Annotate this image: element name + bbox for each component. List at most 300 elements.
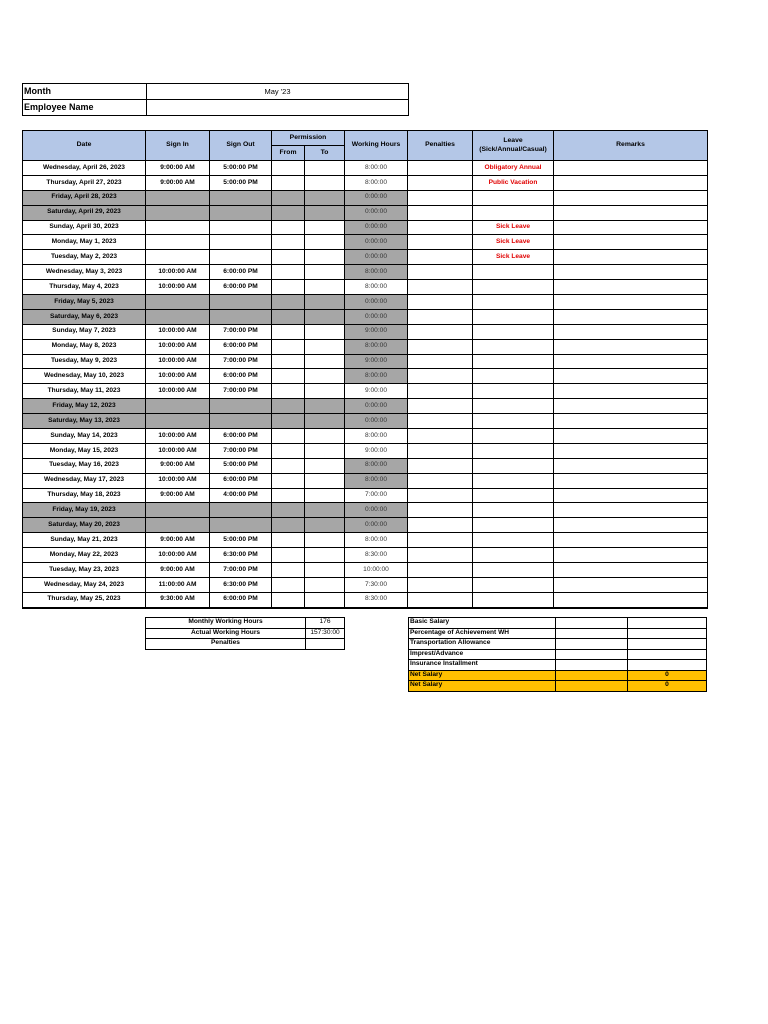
leave-cell[interactable] bbox=[473, 548, 554, 563]
table-row bbox=[23, 220, 708, 235]
penalties-cell[interactable] bbox=[408, 458, 473, 473]
salary-value[interactable] bbox=[628, 628, 707, 639]
sign-out-cell[interactable]: 4:00:00 PM bbox=[210, 488, 272, 503]
penalties-cell[interactable] bbox=[408, 324, 473, 339]
penalties-cell[interactable] bbox=[408, 250, 473, 265]
penalties-cell[interactable] bbox=[408, 175, 473, 190]
date-cell: Saturday, May 13, 2023 bbox=[23, 414, 146, 429]
penalties-cell[interactable] bbox=[408, 548, 473, 563]
permission-from-cell[interactable] bbox=[272, 161, 305, 176]
remarks-cell[interactable] bbox=[554, 295, 708, 310]
permission-from-cell[interactable] bbox=[272, 518, 305, 533]
permission-to-cell[interactable] bbox=[305, 295, 345, 310]
permission-from-cell[interactable] bbox=[272, 458, 305, 473]
sign-in-cell[interactable]: 10:00:00 AM bbox=[146, 473, 210, 488]
leave-cell[interactable] bbox=[473, 443, 554, 458]
permission-from-cell[interactable] bbox=[272, 295, 305, 310]
remarks-cell[interactable] bbox=[554, 577, 708, 592]
date-cell: Wednesday, May 17, 2023 bbox=[23, 473, 146, 488]
permission-from-cell[interactable] bbox=[272, 339, 305, 354]
penalties-cell[interactable] bbox=[408, 295, 473, 310]
sign-in-cell[interactable]: 10:00:00 AM bbox=[146, 280, 210, 295]
employee-name-label: Employee Name bbox=[23, 100, 147, 116]
remarks-cell[interactable] bbox=[554, 265, 708, 280]
working-hours-cell: 0:00:00 bbox=[345, 295, 408, 310]
date-cell: Tuesday, May 9, 2023 bbox=[23, 354, 146, 369]
permission-to-cell[interactable] bbox=[305, 503, 345, 518]
leave-cell[interactable] bbox=[473, 309, 554, 324]
working-hours-cell: 0:00:00 bbox=[345, 235, 408, 250]
remarks-cell[interactable] bbox=[554, 309, 708, 324]
date-cell: Friday, May 5, 2023 bbox=[23, 295, 146, 310]
permission-from-cell[interactable] bbox=[272, 533, 305, 548]
sign-out-cell[interactable]: 6:00:00 PM bbox=[210, 280, 272, 295]
date-cell: Saturday, April 29, 2023 bbox=[23, 205, 146, 220]
penalties-cell[interactable] bbox=[408, 309, 473, 324]
permission-from-cell[interactable] bbox=[272, 429, 305, 444]
table-row bbox=[23, 518, 708, 533]
remarks-cell[interactable] bbox=[554, 220, 708, 235]
sign-out-cell[interactable] bbox=[210, 399, 272, 414]
sign-out-cell[interactable]: 6:00:00 PM bbox=[210, 339, 272, 354]
sign-in-cell[interactable] bbox=[146, 503, 210, 518]
working-hours-cell: 8:00:00 bbox=[345, 280, 408, 295]
salary-label: Transportation Allowance bbox=[409, 639, 556, 650]
permission-from-cell[interactable] bbox=[272, 280, 305, 295]
sign-out-cell[interactable] bbox=[210, 503, 272, 518]
date-cell: Monday, May 22, 2023 bbox=[23, 548, 146, 563]
leave-cell[interactable] bbox=[473, 190, 554, 205]
remarks-cell[interactable] bbox=[554, 384, 708, 399]
penalties-cell[interactable] bbox=[408, 414, 473, 429]
sign-in-cell[interactable]: 10:00:00 AM bbox=[146, 548, 210, 563]
leave-cell[interactable] bbox=[473, 458, 554, 473]
sign-out-cell[interactable] bbox=[210, 205, 272, 220]
working-hours-cell: 8:00:00 bbox=[345, 369, 408, 384]
salary-row bbox=[409, 660, 707, 671]
salary-body bbox=[409, 618, 707, 692]
sign-in-cell[interactable]: 10:00:00 AM bbox=[146, 324, 210, 339]
table-row bbox=[23, 488, 708, 503]
table-row bbox=[23, 369, 708, 384]
penalties-cell[interactable] bbox=[408, 473, 473, 488]
working-hours-cell: 0:00:00 bbox=[345, 503, 408, 518]
date-cell: Sunday, May 14, 2023 bbox=[23, 429, 146, 444]
remarks-cell[interactable] bbox=[554, 324, 708, 339]
salary-label: Net Salary bbox=[409, 681, 556, 692]
sign-out-cell[interactable] bbox=[210, 190, 272, 205]
permission-from-cell[interactable] bbox=[272, 190, 305, 205]
remarks-cell[interactable] bbox=[554, 503, 708, 518]
sign-out-cell[interactable]: 6:30:00 PM bbox=[210, 577, 272, 592]
table-row bbox=[23, 339, 708, 354]
sign-out-cell[interactable]: 6:00:00 PM bbox=[210, 369, 272, 384]
leave-cell[interactable] bbox=[473, 533, 554, 548]
leave-cell[interactable] bbox=[473, 429, 554, 444]
table-row bbox=[23, 548, 708, 563]
monthly-hours-label: Monthly Working Hours bbox=[146, 618, 306, 629]
date-cell: Saturday, May 6, 2023 bbox=[23, 309, 146, 324]
sign-in-cell[interactable]: 9:00:00 AM bbox=[146, 161, 210, 176]
date-cell: Monday, May 8, 2023 bbox=[23, 339, 146, 354]
col-penalties-header: Penalties bbox=[408, 131, 473, 161]
col-from-header: From bbox=[272, 146, 305, 161]
remarks-cell[interactable] bbox=[554, 354, 708, 369]
salary-spacer-cell[interactable] bbox=[556, 670, 628, 681]
salary-value[interactable]: 0 bbox=[628, 670, 707, 681]
permission-from-cell[interactable] bbox=[272, 250, 305, 265]
remarks-cell[interactable] bbox=[554, 473, 708, 488]
leave-cell[interactable] bbox=[473, 414, 554, 429]
penalties-cell[interactable] bbox=[408, 205, 473, 220]
sign-in-cell[interactable] bbox=[146, 235, 210, 250]
salary-value[interactable] bbox=[628, 639, 707, 650]
penalties-cell[interactable] bbox=[408, 592, 473, 607]
remarks-cell[interactable] bbox=[554, 548, 708, 563]
sign-out-cell[interactable]: 7:00:00 PM bbox=[210, 443, 272, 458]
permission-to-cell[interactable] bbox=[305, 548, 345, 563]
employee-name-value[interactable] bbox=[147, 100, 409, 116]
remarks-cell[interactable] bbox=[554, 592, 708, 607]
salary-spacer-cell[interactable] bbox=[556, 639, 628, 650]
remarks-cell[interactable] bbox=[554, 399, 708, 414]
date-cell: Wednesday, May 3, 2023 bbox=[23, 265, 146, 280]
permission-from-cell[interactable] bbox=[272, 220, 305, 235]
sign-out-cell[interactable] bbox=[210, 309, 272, 324]
remarks-cell[interactable] bbox=[554, 369, 708, 384]
permission-to-cell[interactable] bbox=[305, 473, 345, 488]
permission-to-cell[interactable] bbox=[305, 205, 345, 220]
leave-cell[interactable] bbox=[473, 563, 554, 578]
leave-cell[interactable] bbox=[473, 503, 554, 518]
permission-to-cell[interactable] bbox=[305, 324, 345, 339]
permission-from-cell[interactable] bbox=[272, 324, 305, 339]
leave-cell[interactable] bbox=[473, 369, 554, 384]
sign-out-cell[interactable]: 6:30:00 PM bbox=[210, 548, 272, 563]
working-hours-cell: 8:00:00 bbox=[345, 533, 408, 548]
working-hours-cell: 7:00:00 bbox=[345, 488, 408, 503]
permission-to-cell[interactable] bbox=[305, 488, 345, 503]
working-hours-cell: 0:00:00 bbox=[345, 220, 408, 235]
sign-in-cell[interactable]: 9:00:00 AM bbox=[146, 175, 210, 190]
sign-in-cell[interactable]: 9:00:00 AM bbox=[146, 563, 210, 578]
sign-in-cell[interactable]: 10:00:00 AM bbox=[146, 339, 210, 354]
working-hours-cell: 0:00:00 bbox=[345, 205, 408, 220]
sign-in-cell[interactable] bbox=[146, 190, 210, 205]
remarks-cell[interactable] bbox=[554, 175, 708, 190]
table-row bbox=[23, 399, 708, 414]
permission-from-cell[interactable] bbox=[272, 384, 305, 399]
sign-out-cell[interactable] bbox=[210, 250, 272, 265]
table-row bbox=[23, 533, 708, 548]
col-leave-header bbox=[473, 131, 554, 161]
sign-in-cell[interactable] bbox=[146, 309, 210, 324]
working-hours-cell: 8:00:00 bbox=[345, 458, 408, 473]
salary-label: Percentage of Achievement WH bbox=[409, 628, 556, 639]
remarks-cell[interactable] bbox=[554, 414, 708, 429]
sign-in-cell[interactable]: 9:00:00 AM bbox=[146, 533, 210, 548]
penalties-cell[interactable] bbox=[408, 399, 473, 414]
date-cell: Tuesday, May 16, 2023 bbox=[23, 458, 146, 473]
sign-in-cell[interactable]: 10:00:00 AM bbox=[146, 443, 210, 458]
leave-cell[interactable] bbox=[473, 324, 554, 339]
leave-cell[interactable] bbox=[473, 577, 554, 592]
penalties-cell[interactable] bbox=[408, 220, 473, 235]
salary-spacer-cell[interactable] bbox=[556, 649, 628, 660]
sign-in-cell[interactable] bbox=[146, 205, 210, 220]
monthly-hours-value[interactable]: 176 bbox=[306, 618, 345, 629]
sign-in-cell[interactable]: 10:00:00 AM bbox=[146, 265, 210, 280]
date-cell: Thursday, May 4, 2023 bbox=[23, 280, 146, 295]
table-row bbox=[23, 265, 708, 280]
table-row bbox=[23, 577, 708, 592]
penalties-cell[interactable] bbox=[408, 577, 473, 592]
working-hours-cell: 9:00:00 bbox=[345, 384, 408, 399]
penalties-cell[interactable] bbox=[408, 488, 473, 503]
permission-to-cell[interactable] bbox=[305, 458, 345, 473]
penalties-cell[interactable] bbox=[408, 354, 473, 369]
working-hours-cell: 8:00:00 bbox=[345, 339, 408, 354]
leave-cell[interactable]: Sick Leave bbox=[473, 235, 554, 250]
date-cell: Thursday, May 11, 2023 bbox=[23, 384, 146, 399]
sign-in-cell[interactable] bbox=[146, 220, 210, 235]
leave-cell[interactable] bbox=[473, 399, 554, 414]
permission-to-cell[interactable] bbox=[305, 190, 345, 205]
working-hours-cell: 0:00:00 bbox=[345, 190, 408, 205]
sign-out-cell[interactable]: 6:00:00 PM bbox=[210, 592, 272, 607]
date-cell: Wednesday, May 24, 2023 bbox=[23, 577, 146, 592]
permission-to-cell[interactable] bbox=[305, 443, 345, 458]
remarks-cell[interactable] bbox=[554, 280, 708, 295]
sign-out-cell[interactable]: 5:00:00 PM bbox=[210, 175, 272, 190]
sign-in-cell[interactable] bbox=[146, 295, 210, 310]
remarks-cell[interactable] bbox=[554, 339, 708, 354]
sign-out-cell[interactable]: 7:00:00 PM bbox=[210, 354, 272, 369]
penalties-cell[interactable] bbox=[408, 503, 473, 518]
permission-to-cell[interactable] bbox=[305, 429, 345, 444]
leave-cell[interactable] bbox=[473, 295, 554, 310]
leave-cell[interactable] bbox=[473, 280, 554, 295]
table-row bbox=[23, 458, 708, 473]
working-hours-cell: 8:00:00 bbox=[345, 175, 408, 190]
penalties-summary-value[interactable] bbox=[306, 639, 345, 650]
sign-in-cell[interactable]: 10:00:00 AM bbox=[146, 429, 210, 444]
leave-cell[interactable] bbox=[473, 518, 554, 533]
salary-spacer-cell[interactable] bbox=[556, 618, 628, 629]
permission-from-cell[interactable] bbox=[272, 175, 305, 190]
permission-from-cell[interactable] bbox=[272, 548, 305, 563]
leave-cell[interactable] bbox=[473, 354, 554, 369]
leave-cell[interactable]: Sick Leave bbox=[473, 220, 554, 235]
leave-cell[interactable]: Public Vacation bbox=[473, 175, 554, 190]
column-header-row bbox=[23, 131, 708, 146]
remarks-cell[interactable] bbox=[554, 205, 708, 220]
penalties-cell[interactable] bbox=[408, 339, 473, 354]
working-hours-cell: 10:00:00 bbox=[345, 563, 408, 578]
salary-spacer-cell[interactable] bbox=[556, 660, 628, 671]
sign-out-cell[interactable]: 5:00:00 PM bbox=[210, 458, 272, 473]
remarks-cell[interactable] bbox=[554, 443, 708, 458]
permission-to-cell[interactable] bbox=[305, 518, 345, 533]
penalties-cell[interactable] bbox=[408, 443, 473, 458]
penalties-cell[interactable] bbox=[408, 533, 473, 548]
month-row bbox=[23, 84, 409, 100]
sign-out-cell[interactable] bbox=[210, 518, 272, 533]
col-leave-header-line2: (Sick/Annual/Casual) bbox=[479, 145, 547, 153]
working-hours-cell: 0:00:00 bbox=[345, 309, 408, 324]
date-cell: Thursday, May 18, 2023 bbox=[23, 488, 146, 503]
monthly-hours-row bbox=[146, 618, 345, 629]
sign-in-cell[interactable]: 9:00:00 AM bbox=[146, 458, 210, 473]
sign-out-cell[interactable] bbox=[210, 220, 272, 235]
sign-in-cell[interactable] bbox=[146, 414, 210, 429]
permission-from-cell[interactable] bbox=[272, 503, 305, 518]
sign-out-cell[interactable]: 6:00:00 PM bbox=[210, 265, 272, 280]
permission-from-cell[interactable] bbox=[272, 399, 305, 414]
permission-from-cell[interactable] bbox=[272, 577, 305, 592]
permission-from-cell[interactable] bbox=[272, 473, 305, 488]
remarks-cell[interactable] bbox=[554, 429, 708, 444]
sign-in-cell[interactable]: 9:30:00 AM bbox=[146, 592, 210, 607]
table-row bbox=[23, 384, 708, 399]
remarks-cell[interactable] bbox=[554, 563, 708, 578]
salary-row bbox=[409, 618, 707, 629]
leave-cell[interactable] bbox=[473, 384, 554, 399]
sign-in-cell[interactable] bbox=[146, 250, 210, 265]
permission-to-cell[interactable] bbox=[305, 533, 345, 548]
leave-cell[interactable]: Sick Leave bbox=[473, 250, 554, 265]
penalties-cell[interactable] bbox=[408, 235, 473, 250]
leave-cell[interactable] bbox=[473, 339, 554, 354]
sign-out-cell[interactable]: 5:00:00 PM bbox=[210, 533, 272, 548]
salary-value[interactable] bbox=[628, 618, 707, 629]
leave-cell[interactable] bbox=[473, 473, 554, 488]
date-cell: Sunday, May 21, 2023 bbox=[23, 533, 146, 548]
leave-cell[interactable] bbox=[473, 592, 554, 607]
working-hours-cell: 9:00:00 bbox=[345, 354, 408, 369]
remarks-cell[interactable] bbox=[554, 518, 708, 533]
salary-value[interactable] bbox=[628, 660, 707, 671]
penalties-cell[interactable] bbox=[408, 384, 473, 399]
salary-value[interactable] bbox=[628, 649, 707, 660]
permission-to-cell[interactable] bbox=[305, 414, 345, 429]
remarks-cell[interactable] bbox=[554, 235, 708, 250]
sign-in-cell[interactable]: 10:00:00 AM bbox=[146, 354, 210, 369]
leave-cell[interactable]: Obligatory Annual bbox=[473, 161, 554, 176]
sign-out-cell[interactable]: 7:00:00 PM bbox=[210, 563, 272, 578]
sign-out-cell[interactable]: 6:00:00 PM bbox=[210, 429, 272, 444]
permission-from-cell[interactable] bbox=[272, 592, 305, 607]
permission-to-cell[interactable] bbox=[305, 265, 345, 280]
remarks-cell[interactable] bbox=[554, 250, 708, 265]
sign-out-cell[interactable] bbox=[210, 295, 272, 310]
permission-to-cell[interactable] bbox=[305, 399, 345, 414]
actual-hours-label: Actual Working Hours bbox=[146, 628, 306, 639]
permission-from-cell[interactable] bbox=[272, 563, 305, 578]
table-row bbox=[23, 563, 708, 578]
sign-out-cell[interactable] bbox=[210, 235, 272, 250]
permission-to-cell[interactable] bbox=[305, 309, 345, 324]
permission-to-cell[interactable] bbox=[305, 577, 345, 592]
permission-from-cell[interactable] bbox=[272, 235, 305, 250]
month-value[interactable]: May '23 bbox=[147, 84, 409, 100]
col-remarks-header: Remarks bbox=[554, 131, 708, 161]
penalties-cell[interactable] bbox=[408, 369, 473, 384]
permission-to-cell[interactable] bbox=[305, 250, 345, 265]
permission-from-cell[interactable] bbox=[272, 369, 305, 384]
sign-in-cell[interactable]: 10:00:00 AM bbox=[146, 369, 210, 384]
actual-hours-value[interactable]: 157:30:00 bbox=[306, 628, 345, 639]
leave-cell[interactable] bbox=[473, 265, 554, 280]
sign-in-cell[interactable]: 10:00:00 AM bbox=[146, 384, 210, 399]
penalties-cell[interactable] bbox=[408, 265, 473, 280]
permission-to-cell[interactable] bbox=[305, 339, 345, 354]
sign-in-cell[interactable]: 9:00:00 AM bbox=[146, 488, 210, 503]
leave-cell[interactable] bbox=[473, 205, 554, 220]
penalties-cell[interactable] bbox=[408, 563, 473, 578]
sign-out-cell[interactable]: 7:00:00 PM bbox=[210, 384, 272, 399]
permission-from-cell[interactable] bbox=[272, 309, 305, 324]
date-cell: Sunday, April 30, 2023 bbox=[23, 220, 146, 235]
permission-from-cell[interactable] bbox=[272, 488, 305, 503]
permission-from-cell[interactable] bbox=[272, 265, 305, 280]
permission-from-cell[interactable] bbox=[272, 205, 305, 220]
table-row bbox=[23, 503, 708, 518]
permission-to-cell[interactable] bbox=[305, 220, 345, 235]
remarks-cell[interactable] bbox=[554, 161, 708, 176]
permission-to-cell[interactable] bbox=[305, 235, 345, 250]
salary-spacer-cell[interactable] bbox=[556, 681, 628, 692]
actual-hours-row bbox=[146, 628, 345, 639]
permission-from-cell[interactable] bbox=[272, 414, 305, 429]
permission-from-cell[interactable] bbox=[272, 443, 305, 458]
permission-from-cell[interactable] bbox=[272, 354, 305, 369]
sign-in-cell[interactable] bbox=[146, 399, 210, 414]
table-row bbox=[23, 414, 708, 429]
penalties-cell[interactable] bbox=[408, 280, 473, 295]
permission-to-cell[interactable] bbox=[305, 280, 345, 295]
leave-cell[interactable] bbox=[473, 488, 554, 503]
working-hours-cell: 8:00:00 bbox=[345, 161, 408, 176]
salary-value[interactable]: 0 bbox=[628, 681, 707, 692]
table-row bbox=[23, 250, 708, 265]
salary-label: Insurance Installment bbox=[409, 660, 556, 671]
penalties-cell[interactable] bbox=[408, 161, 473, 176]
remarks-cell[interactable] bbox=[554, 458, 708, 473]
permission-to-cell[interactable] bbox=[305, 592, 345, 607]
table-row bbox=[23, 592, 708, 607]
permission-to-cell[interactable] bbox=[305, 354, 345, 369]
sign-in-cell[interactable] bbox=[146, 518, 210, 533]
sign-out-cell[interactable] bbox=[210, 414, 272, 429]
permission-to-cell[interactable] bbox=[305, 384, 345, 399]
salary-spacer-cell[interactable] bbox=[556, 628, 628, 639]
sign-out-cell[interactable]: 7:00:00 PM bbox=[210, 324, 272, 339]
sign-out-cell[interactable]: 6:00:00 PM bbox=[210, 473, 272, 488]
permission-to-cell[interactable] bbox=[305, 161, 345, 176]
remarks-cell[interactable] bbox=[554, 488, 708, 503]
penalties-cell[interactable] bbox=[408, 429, 473, 444]
penalties-cell[interactable] bbox=[408, 518, 473, 533]
sign-out-cell[interactable]: 5:00:00 PM bbox=[210, 161, 272, 176]
permission-to-cell[interactable] bbox=[305, 369, 345, 384]
remarks-cell[interactable] bbox=[554, 190, 708, 205]
remarks-cell[interactable] bbox=[554, 533, 708, 548]
permission-to-cell[interactable] bbox=[305, 563, 345, 578]
sign-in-cell[interactable]: 11:00:00 AM bbox=[146, 577, 210, 592]
penalties-cell[interactable] bbox=[408, 190, 473, 205]
permission-to-cell[interactable] bbox=[305, 175, 345, 190]
